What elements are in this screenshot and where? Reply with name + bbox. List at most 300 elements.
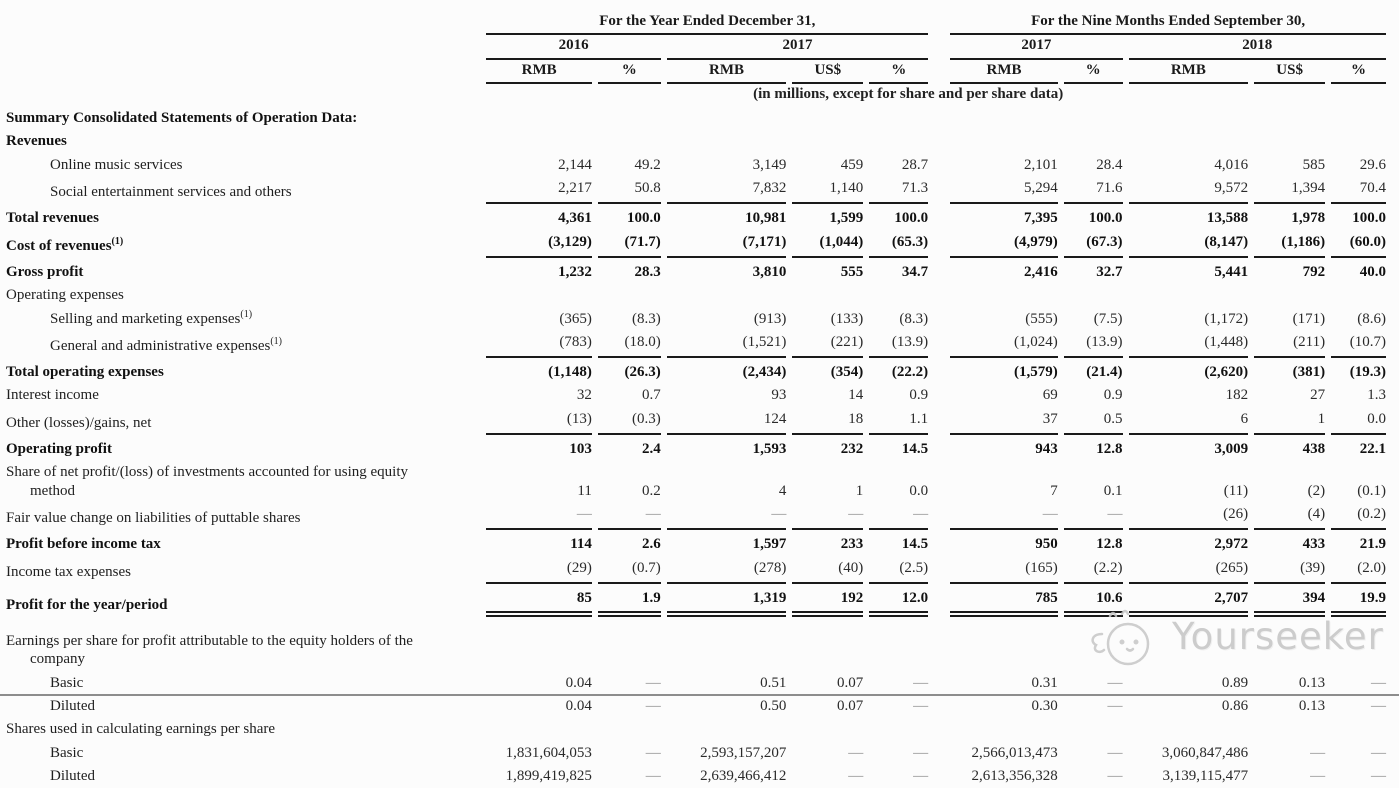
value-cell: (1,521)	[667, 331, 787, 358]
value-cell: —	[1371, 767, 1386, 784]
bottom-cutoff-rule	[0, 694, 1399, 696]
row-label	[6, 461, 480, 503]
value-cell: 1	[855, 482, 864, 499]
value-cell: (19.3)	[1349, 364, 1386, 381]
value-cell: (0.2)	[1331, 503, 1386, 530]
value-cell: —	[486, 503, 591, 530]
value-cell: 0.04	[565, 674, 592, 691]
value-cell: 0.2	[641, 482, 661, 499]
row-label-continuation: company	[30, 651, 85, 668]
value-cell	[486, 617, 591, 672]
column-gap	[934, 435, 944, 461]
value-cell: —	[950, 503, 1057, 530]
value-cell: 40.0	[1359, 263, 1386, 280]
value-cell: 1.3	[1367, 387, 1386, 404]
value-cell: —	[792, 503, 863, 530]
value-cell: 7,832	[667, 177, 787, 204]
value-cell: 1.9	[598, 584, 661, 617]
row-label	[6, 503, 480, 530]
value-cell: 2,639,466,412	[700, 767, 787, 784]
value-cell: (2.0)	[1331, 557, 1386, 584]
column-gap	[934, 672, 944, 695]
value-cell: 22.1	[1359, 441, 1386, 458]
value-cell: (1,186)	[1254, 231, 1325, 258]
value-cell: (26)	[1129, 503, 1249, 530]
value-cell: 1,140	[792, 177, 863, 204]
value-cell: 28.3	[634, 263, 661, 280]
value-cell: —	[645, 674, 661, 691]
value-cell: (21.4)	[1086, 364, 1123, 381]
row-label	[6, 408, 480, 435]
value-cell: 27	[1310, 387, 1326, 404]
row-label-text: Basic	[50, 744, 84, 761]
value-cell	[869, 718, 928, 741]
value-cell: —	[1064, 503, 1123, 530]
value-cell: 124	[667, 408, 787, 435]
year-2018: 2018	[1129, 35, 1386, 59]
row-label-text: Profit before income tax	[6, 536, 161, 553]
column-gap	[934, 60, 944, 84]
column-gap	[934, 308, 944, 331]
value-cell: 114	[570, 536, 592, 553]
value-cell: (221)	[792, 331, 863, 358]
value-cell: —	[1371, 698, 1386, 715]
value-cell: 0.86	[1221, 698, 1249, 715]
column-gap	[934, 408, 944, 435]
value-cell: (4)	[1254, 503, 1325, 530]
value-cell: —	[1107, 698, 1123, 715]
value-cell: —	[1107, 744, 1123, 761]
period-group-header-row	[6, 10, 1386, 35]
column-gap	[934, 177, 944, 204]
column-gap	[934, 718, 944, 741]
value-cell: (278)	[667, 557, 787, 584]
value-cell: 182	[1225, 387, 1249, 404]
currency-header-row	[6, 60, 1386, 84]
value-cell	[950, 284, 1057, 307]
unit-header: RMB	[950, 60, 1057, 84]
footnote-marker: (1)	[240, 308, 253, 320]
value-cell: —	[913, 698, 929, 715]
year-2017-nine-months: 2017	[950, 35, 1122, 59]
value-cell	[1331, 130, 1386, 153]
value-cell	[486, 284, 591, 307]
row-label	[6, 617, 480, 672]
value-cell	[598, 617, 661, 672]
value-cell: 0.9	[1103, 387, 1123, 404]
value-cell: 3,139,115,477	[1162, 767, 1249, 784]
value-cell	[950, 107, 1057, 130]
group-header-year-ended: For the Year Ended December 31,	[486, 10, 928, 35]
value-cell: 2,613,356,328	[971, 767, 1058, 784]
row-label-text: Social entertainment services and others	[50, 184, 292, 201]
value-cell	[1254, 284, 1325, 307]
column-gap	[934, 284, 944, 307]
value-cell: —	[913, 674, 929, 691]
value-cell: 1,593	[752, 441, 787, 458]
value-cell	[1254, 718, 1325, 741]
value-cell: 32.7	[1096, 263, 1123, 280]
value-cell: 5,294	[950, 177, 1057, 204]
value-cell: (8.3)	[899, 310, 929, 327]
value-cell: (1,024)	[950, 331, 1057, 358]
value-cell: 1,899,419,825	[505, 767, 592, 784]
value-cell: 71.3	[869, 177, 928, 204]
value-cell: 19.9	[1331, 584, 1386, 617]
value-cell: 785	[950, 584, 1057, 617]
row-label	[6, 358, 480, 384]
value-cell: 18	[792, 408, 863, 435]
table-row	[6, 718, 1386, 741]
value-cell: (13)	[486, 408, 591, 435]
row-label-text: Operating expenses	[6, 287, 124, 304]
value-cell: 12.0	[869, 584, 928, 617]
value-cell	[486, 718, 591, 741]
row-label	[6, 742, 480, 765]
value-cell: 49.2	[634, 156, 661, 173]
value-cell: 943	[1035, 441, 1058, 458]
value-cell: 2,972	[1214, 536, 1249, 553]
table-row	[6, 557, 1386, 584]
value-cell: (555)	[1025, 310, 1058, 327]
table-row	[6, 231, 1386, 258]
value-cell: 21.9	[1359, 536, 1386, 553]
value-cell: 7	[1050, 482, 1058, 499]
value-cell: (7,171)	[667, 231, 787, 258]
row-label-text: Selling and marketing expenses	[50, 310, 241, 327]
value-cell: 1,394	[1254, 177, 1325, 204]
value-cell	[792, 718, 863, 741]
value-cell: (1,148)	[548, 364, 592, 381]
row-label-text: Share of net profit/(loss) of investments accounted for using equity	[6, 464, 408, 481]
table-row	[6, 204, 1386, 230]
row-label	[6, 584, 480, 617]
value-cell: (3,129)	[486, 231, 591, 258]
value-cell: (8.3)	[631, 310, 661, 327]
column-gap	[934, 530, 944, 556]
table-row	[6, 177, 1386, 204]
table-row	[6, 331, 1386, 358]
table-row	[6, 503, 1386, 530]
row-label-text: Profit for the year/period	[6, 596, 168, 613]
operations-data-table	[0, 10, 1392, 788]
value-cell: (211)	[1254, 331, 1325, 358]
value-cell	[1064, 718, 1123, 741]
value-cell: (1,448)	[1129, 331, 1249, 358]
value-cell	[1064, 284, 1123, 307]
value-cell: —	[913, 744, 929, 761]
row-label-text: Summary Consolidated Statements of Operation Data:	[6, 110, 358, 127]
row-label-text: Online music services	[50, 156, 183, 173]
value-cell: —	[913, 767, 929, 784]
value-cell: (8.6)	[1357, 310, 1386, 327]
value-cell	[1254, 107, 1325, 130]
value-cell: —	[1107, 674, 1123, 691]
value-cell: 100.0	[1088, 210, 1123, 227]
column-gap	[934, 10, 944, 35]
value-cell	[869, 107, 928, 130]
value-cell: 2,416	[1023, 263, 1058, 280]
value-cell	[869, 617, 928, 672]
value-cell: —	[645, 698, 661, 715]
column-gap	[934, 765, 944, 788]
row-label	[6, 384, 480, 407]
column-gap	[934, 461, 944, 503]
value-cell	[792, 284, 863, 307]
value-cell: (13.9)	[1064, 331, 1123, 358]
row-label	[6, 231, 480, 258]
table-row	[6, 308, 1386, 331]
year-2016: 2016	[486, 35, 660, 59]
value-cell: 2,101	[1023, 156, 1058, 173]
value-cell	[1129, 107, 1249, 130]
value-cell	[667, 284, 787, 307]
row-label	[6, 331, 480, 358]
value-cell	[869, 130, 928, 153]
value-cell: 232	[840, 441, 864, 458]
unit-header: RMB	[667, 60, 787, 84]
value-cell: (1,172)	[1204, 310, 1249, 327]
row-label-text: Other (losses)/gains, net	[6, 414, 152, 431]
table-row	[6, 358, 1386, 384]
value-cell	[486, 107, 591, 130]
value-cell: (29)	[486, 557, 591, 584]
value-cell: (22.2)	[891, 364, 929, 381]
footnote-marker: (1)	[270, 335, 283, 347]
row-label-text: Cost of revenues	[6, 237, 112, 254]
value-cell: 0.31	[1031, 674, 1058, 691]
value-cell: 2,217	[486, 177, 591, 204]
table-row	[6, 154, 1386, 177]
column-gap	[934, 695, 944, 718]
value-cell: 459	[840, 156, 864, 173]
value-cell: 69	[1042, 387, 1058, 404]
table-row	[6, 672, 1386, 695]
column-gap	[934, 331, 944, 358]
value-cell: (354)	[830, 364, 864, 381]
value-cell	[667, 617, 787, 672]
value-cell	[1331, 617, 1386, 672]
value-cell: (13.9)	[869, 331, 928, 358]
value-cell	[1331, 107, 1386, 130]
value-cell: 555	[840, 263, 864, 280]
value-cell: 12.8	[1096, 441, 1123, 458]
value-cell: —	[667, 503, 787, 530]
value-cell: 1,319	[667, 584, 787, 617]
column-gap	[934, 258, 944, 284]
row-label	[6, 284, 480, 307]
units-note-text: (in millions, except for share and per share data)	[753, 85, 1064, 102]
value-cell: 3,810	[752, 263, 787, 280]
row-label	[6, 557, 480, 584]
value-cell: 0.13	[1298, 698, 1326, 715]
column-gap	[934, 557, 944, 584]
row-label-text: General and administrative expenses	[50, 337, 271, 354]
unit-header: %	[1331, 60, 1386, 84]
row-label-text: Fair value change on liabilities of puttable shares	[6, 509, 301, 526]
value-cell: (165)	[950, 557, 1057, 584]
value-cell: 233	[840, 536, 864, 553]
table-row	[6, 130, 1386, 153]
empty-cell	[6, 60, 480, 84]
value-cell: (0.3)	[598, 408, 661, 435]
unit-header: RMB	[486, 60, 591, 84]
unit-header: US$	[792, 60, 863, 84]
value-cell	[1129, 617, 1249, 672]
value-cell: (67.3)	[1064, 231, 1123, 258]
value-cell: 1	[1254, 408, 1325, 435]
value-cell: (26.3)	[624, 364, 661, 381]
year-2017: 2017	[667, 35, 928, 59]
table-row	[6, 695, 1386, 718]
row-label-text: Total operating expenses	[6, 364, 164, 381]
value-cell: (1,579)	[1013, 364, 1058, 381]
row-label	[6, 530, 480, 556]
value-cell: (365)	[559, 310, 592, 327]
value-cell: 0.07	[837, 698, 864, 715]
row-label	[6, 204, 480, 230]
value-cell: (4,979)	[950, 231, 1057, 258]
empty-cell	[6, 10, 480, 35]
value-cell	[792, 130, 863, 153]
value-cell: —	[1371, 674, 1386, 691]
value-cell: —	[645, 767, 661, 784]
column-gap	[934, 130, 944, 153]
table-row	[6, 742, 1386, 765]
value-cell	[1064, 107, 1123, 130]
value-cell: 0.0	[909, 482, 929, 499]
value-cell: 6	[1129, 408, 1249, 435]
value-cell: 10,981	[745, 210, 787, 227]
value-cell: (381)	[1292, 364, 1326, 381]
value-cell: 14.5	[901, 536, 929, 553]
value-cell: 85	[486, 584, 591, 617]
row-label-continuation: method	[30, 482, 75, 499]
value-cell	[792, 107, 863, 130]
table-row	[6, 765, 1386, 788]
units-note-row	[6, 84, 1386, 107]
value-cell: 2,144	[558, 156, 592, 173]
value-cell: 37	[950, 408, 1057, 435]
value-cell: (2)	[1307, 482, 1326, 499]
value-cell: 71.6	[1064, 177, 1123, 204]
row-label	[6, 435, 480, 461]
empty-cell	[6, 35, 480, 59]
row-label	[6, 258, 480, 284]
value-cell	[1129, 130, 1249, 153]
value-cell: 93	[771, 387, 787, 404]
value-cell: 1,232	[558, 263, 592, 280]
value-cell: —	[869, 503, 928, 530]
value-cell	[598, 718, 661, 741]
value-cell	[667, 130, 787, 153]
value-cell: 11	[577, 482, 592, 499]
table-row	[6, 284, 1386, 307]
value-cell: (265)	[1129, 557, 1249, 584]
column-gap	[934, 358, 944, 384]
value-cell: 50.8	[598, 177, 661, 204]
value-cell: 3,009	[1214, 441, 1249, 458]
value-cell: 100.0	[894, 210, 929, 227]
value-cell: 0.7	[641, 387, 661, 404]
value-cell: (39)	[1254, 557, 1325, 584]
value-cell: 7,395	[1023, 210, 1058, 227]
unit-header: %	[598, 60, 661, 84]
value-cell: 192	[792, 584, 863, 617]
value-cell	[1129, 284, 1249, 307]
value-cell: 32	[576, 387, 592, 404]
value-cell: 28.4	[1096, 156, 1123, 173]
year-header-row	[6, 35, 1386, 59]
value-cell: 10.6	[1064, 584, 1123, 617]
value-cell: 950	[1035, 536, 1058, 553]
value-cell	[486, 130, 591, 153]
column-gap	[934, 503, 944, 530]
value-cell	[667, 107, 787, 130]
value-cell: 0.07	[837, 674, 864, 691]
value-cell: 3,060,847,486	[1161, 744, 1249, 761]
value-cell: 3,149	[752, 156, 787, 173]
column-gap	[934, 384, 944, 407]
value-cell: (60.0)	[1331, 231, 1386, 258]
value-cell: (2,620)	[1204, 364, 1249, 381]
units-note	[486, 84, 1386, 107]
value-cell: 12.8	[1096, 536, 1123, 553]
value-cell	[1064, 130, 1123, 153]
value-cell: (2,434)	[742, 364, 787, 381]
value-cell: 13,588	[1206, 210, 1249, 227]
value-cell: (10.7)	[1331, 331, 1386, 358]
value-cell: 28.7	[901, 156, 929, 173]
row-label-text: Diluted	[50, 698, 95, 715]
row-label	[6, 107, 480, 130]
value-cell: 1.1	[869, 408, 928, 435]
value-cell: 433	[1302, 536, 1326, 553]
value-cell: —	[1107, 767, 1123, 784]
column-gap	[934, 231, 944, 258]
table-row	[6, 384, 1386, 407]
value-cell: 2.6	[641, 536, 661, 553]
value-cell: 0.04	[565, 698, 592, 715]
value-cell: 2.4	[641, 441, 661, 458]
value-cell: 394	[1254, 584, 1325, 617]
value-cell: 438	[1302, 441, 1326, 458]
column-gap	[934, 617, 944, 672]
value-cell: 70.4	[1331, 177, 1386, 204]
value-cell: 29.6	[1359, 156, 1386, 173]
value-cell: 0.0	[1331, 408, 1386, 435]
value-cell	[598, 284, 661, 307]
value-cell	[950, 130, 1057, 153]
row-label	[6, 308, 480, 331]
value-cell: 0.30	[1031, 698, 1058, 715]
column-gap	[934, 584, 944, 617]
value-cell: (18.0)	[598, 331, 661, 358]
value-cell	[869, 284, 928, 307]
value-cell: (1,044)	[792, 231, 863, 258]
value-cell	[950, 617, 1057, 672]
value-cell: 1,978	[1291, 210, 1326, 227]
row-label	[6, 154, 480, 177]
value-cell: (2.5)	[869, 557, 928, 584]
row-label-text: Revenues	[6, 133, 67, 150]
row-label-text: Basic	[50, 674, 84, 691]
value-cell	[598, 107, 661, 130]
value-cell: 1,599	[829, 210, 864, 227]
value-cell: —	[1310, 767, 1326, 784]
value-cell: 4	[778, 482, 787, 499]
value-cell	[792, 617, 863, 672]
